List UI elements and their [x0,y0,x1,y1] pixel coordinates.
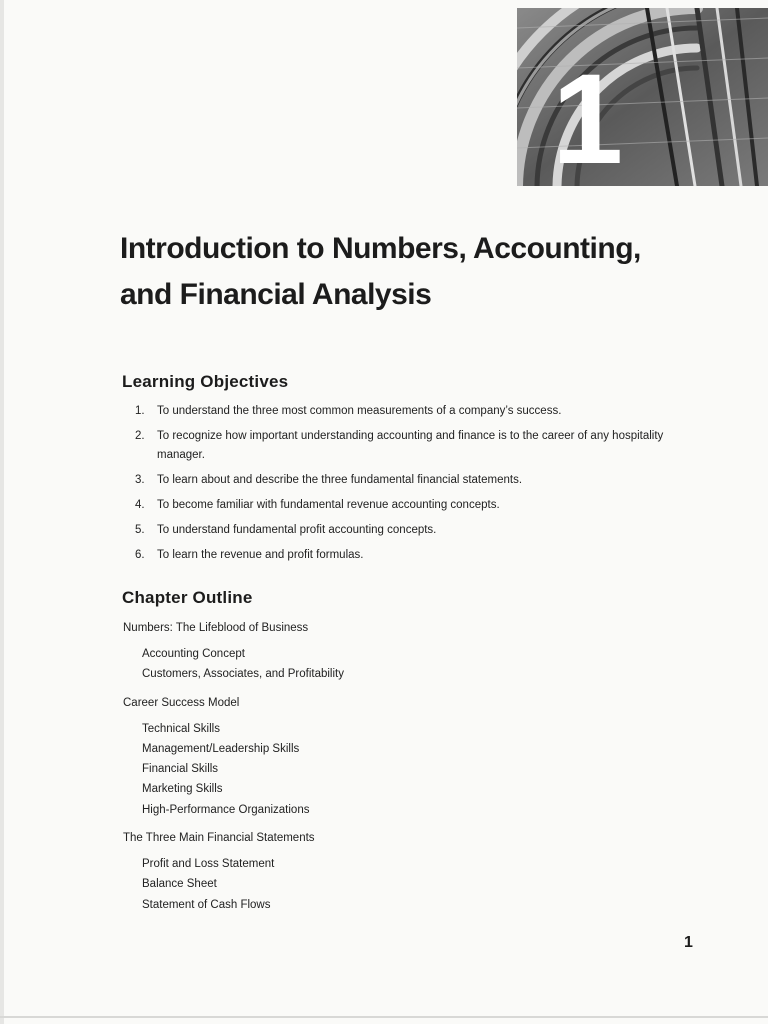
outline-subsection: Accounting Concept [142,648,245,660]
outline-section-title: The Three Main Financial Statements [123,832,315,845]
objective-text: To recognize how important understanding accounting and finance is to the career of any hospitality manager. [157,430,664,461]
outline-subsection: Management/Leadership Skills [142,742,300,755]
outline-section [123,828,643,915]
objective-text: To understand the three most common measurements of a company’s success. [157,405,562,417]
learning-objectives-list [124,402,664,571]
outline-section [123,693,643,820]
objective-text: To learn about and describe the three fundamental financial statements. [157,474,523,486]
objective-item [124,546,664,565]
objective-item [124,471,664,490]
page-bottom-divider [0,1016,768,1018]
page-edge [0,0,4,1024]
outline-section-title: Career Success Model [123,696,240,709]
outline-subsection-list [123,854,643,915]
chapter-title-line: Introduction to Numbers, Accounting, [120,232,641,265]
objective-number: 3. [135,474,145,486]
learning-objectives-heading: Learning Objectives [122,372,289,391]
outline-subsection: Customers, Associates, and Profitability [142,668,344,681]
outline-section-title: Numbers: The Lifeblood of Business [123,622,309,634]
chapter-title [120,226,720,318]
outline-subsection-list [123,719,643,820]
outline-subsection: Marketing Skills [142,783,223,796]
outline-subsection-list [123,644,643,685]
outline-section [123,618,643,685]
chapter-number: 1 [552,48,620,191]
objective-text: To learn the revenue and profit formulas. [157,549,364,561]
objective-number: 1. [135,405,145,417]
objective-item [124,402,664,421]
objective-number: 5. [135,524,145,536]
chapter-title-line: and Financial Analysis [120,278,432,311]
page-number: 1 [684,934,693,951]
objective-text: To become familiar with fundamental revenue accounting concepts. [157,499,500,511]
chapter-outline-heading: Chapter Outline [122,588,253,607]
outline-subsection: Technical Skills [142,722,220,735]
chapter-outline-list [123,618,643,923]
outline-subsection: Profit and Loss Statement [142,858,275,871]
objective-item [124,496,664,515]
outline-subsection: Statement of Cash Flows [142,898,271,911]
objective-text: To understand fundamental profit accounting concepts. [157,524,437,536]
objective-number: 6. [135,549,145,561]
objective-number: 4. [135,499,145,511]
objective-item [124,427,664,465]
objective-number: 2. [135,430,145,442]
outline-subsection: Financial Skills [142,763,219,776]
outline-subsection: High-Performance Organizations [142,803,310,816]
objective-item [124,521,664,540]
outline-subsection: Balance Sheet [142,878,217,891]
